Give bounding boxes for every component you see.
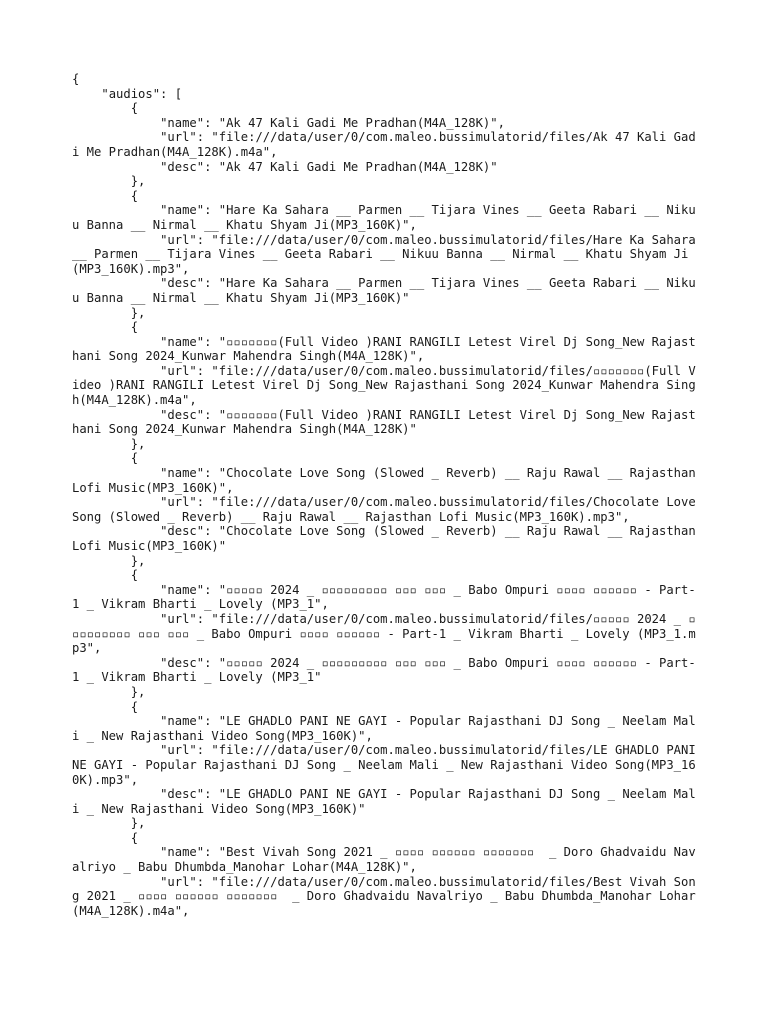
document-line: }, (72, 305, 146, 320)
document-line: { (72, 699, 139, 714)
document-line: { (72, 188, 139, 203)
document-line: { (72, 101, 139, 116)
document-line: }, (72, 553, 146, 568)
document-line: "url": "file:///data/user/0/com.maleo.bussimulatorid/files/Chocolate Love Song (Slowed _ Reverb) __ Raju Rawal __ Rajasthan Lofi Music(MP3_160K).mp3", (72, 495, 704, 524)
document-line: "desc": "▫▫▫▫▫ 2024 _ ▫▫▫▫▫▫▫▫▫ ▫▫▫ ▫▫▫ _ Babo Ompuri ▫▫▫▫ ▫▫▫▫▫▫ - Part-1 _ Vikram Bharti _ Lovely (MP3_1" (72, 655, 696, 685)
document-line: { (72, 451, 139, 466)
document-line: { (72, 72, 80, 86)
document-line: }, (72, 436, 146, 451)
document-line: "url": "file:///data/user/0/com.maleo.bussimulatorid/files/▫▫▫▫▫▫▫(Full Video )RANI RANGILI Letest Virel Dj Song_New Rajasthani Song 2024_Kunwar Mahendra Singh(M4A_128K).m4a", (72, 363, 696, 408)
document-line: }, (72, 684, 146, 699)
document-line: "desc": "Ak 47 Kali Gadi Me Pradhan(M4A_128K)" (72, 159, 498, 174)
document-line: { (72, 568, 139, 583)
document-line: "desc": "▫▫▫▫▫▫▫(Full Video )RANI RANGILI Letest Virel Dj Song_New Rajasthani Song 2024_Kunwar Mahendra Singh(M4A_128K)" (72, 407, 696, 437)
document-line: "name": "▫▫▫▫▫▫▫(Full Video )RANI RANGILI Letest Virel Dj Song_New Rajasthani Song 2024_Kunwar Mahendra Singh(M4A_128K)", (72, 334, 696, 364)
document-line: "audios": [ (72, 86, 183, 101)
document-line: }, (72, 174, 146, 189)
document-line: { (72, 830, 139, 845)
document-line: "desc": "LE GHADLO PANI NE GAYI - Popular Rajasthani DJ Song _ Neelam Mali _ New Rajasthani Video Song(MP3_160K)" (72, 787, 696, 816)
document-line: "name": "LE GHADLO PANI NE GAYI - Popular Rajasthani DJ Song _ Neelam Mali _ New Rajasthani Video Song(MP3_160K)", (72, 714, 696, 743)
json-document-text (72, 72, 702, 918)
document-line: "url": "file:///data/user/0/com.maleo.bussimulatorid/files/Ak 47 Kali Gadi Me Pradhan(M4A_128K).m4a", (72, 130, 696, 159)
document-line: "name": "Best Vivah Song 2021 _ ▫▫▫▫ ▫▫▫▫▫▫ ▫▫▫▫▫▫▫ _ Doro Ghadvaidu Navalriyo _ Babu Dhumbda_Manohar Lohar(M4A_128K)", (72, 845, 696, 875)
document-line: "url": "file:///data/user/0/com.maleo.bussimulatorid/files/LE GHADLO PANI NE GAYI - Popular Rajasthani DJ Song _ Neelam Mali _ New Rajasthani Video Song(MP3_160K).mp3", (72, 743, 704, 787)
document-line: "name": "▫▫▫▫▫ 2024 _ ▫▫▫▫▫▫▫▫▫ ▫▫▫ ▫▫▫ _ Babo Ompuri ▫▫▫▫ ▫▫▫▫▫▫ - Part-1 _ Vikram Bharti _ Lovely (MP3_1", (72, 582, 696, 612)
document-line: "url": "file:///data/user/0/com.maleo.bussimulatorid/files/Best Vivah Song 2021 _ ▫▫▫▫ ▫▫▫▫▫▫ ▫▫▫▫▫▫▫ _ Doro Ghadvaidu Navalriyo _ Babu Dhumbda_Manohar Lohar(M4A_128K).m4a", (72, 874, 696, 918)
document-line: "desc": "Hare Ka Sahara __ Parmen __ Tijara Vines __ Geeta Rabari __ Nikuu Banna __ Nirmal __ Khatu Shyam Ji(MP3_160K)" (72, 276, 696, 305)
document-line: "url": "file:///data/user/0/com.maleo.bussimulatorid/files/▫▫▫▫▫ 2024 _ ▫▫▫▫▫▫▫▫▫ ▫▫▫ ▫▫▫ _ Babo Ompuri ▫▫▫▫ ▫▫▫▫▫▫ - Part-1 _ Vikram Bharti _ Lovely (MP3_1.mp3", (72, 611, 696, 656)
document-line: "name": "Chocolate Love Song (Slowed _ Reverb) __ Raju Rawal __ Rajasthan Lofi Music(MP3_160K)", (72, 466, 704, 495)
document-line: }, (72, 816, 146, 831)
document-line: "url": "file:///data/user/0/com.maleo.bussimulatorid/files/Hare Ka Sahara __ Parmen __ Tijara Vines __ Geeta Rabari __ Nikuu Banna __ Nirmal __ Khatu Shyam Ji(MP3_160K).mp3", (72, 232, 704, 276)
document-line: { (72, 320, 139, 335)
document-line: "name": "Hare Ka Sahara __ Parmen __ Tijara Vines __ Geeta Rabari __ Nikuu Banna __ Nirmal __ Khatu Shyam Ji(MP3_160K)", (72, 203, 696, 232)
document-line: "desc": "Chocolate Love Song (Slowed _ Reverb) __ Raju Rawal __ Rajasthan Lofi Music(MP3_160K)" (72, 524, 704, 553)
document-line: "name": "Ak 47 Kali Gadi Me Pradhan(M4A_128K)", (72, 115, 505, 130)
